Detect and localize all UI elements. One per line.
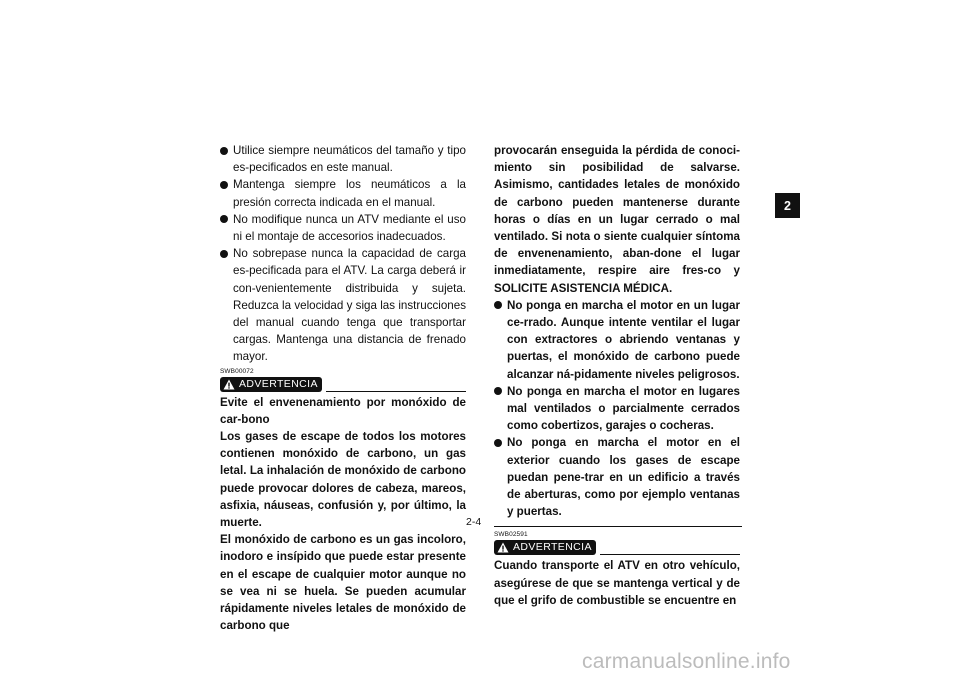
warning-badge [494,540,596,555]
list-item: No ponga en marcha el motor en el exterior cuando los gases de escape puedan pene-trar en un edificio a través de aberturas, como por ejemplo ventanas y puertas. [494,434,740,520]
warning-triangle-icon [223,379,235,390]
list-item: No modifique nunca un ATV mediante el uso ni el montaje de accesorios inadecuados. [220,211,466,245]
bullet-icon [220,215,228,223]
warning-header [220,377,466,392]
warning-body-continued: provocarán enseguida la pérdida de conoci-miento sin posibilidad de salvarse. Asimismo, cantidades letales de monóxido de carbono pueden mantenerse durante horas o días en un lugar cerrado o mal ventilado. Si nota o siente cualquier síntoma de envenenamiento, aban-done el lugar inmediatamente, respire aire fres-co y SOLICITE ASISTENCIA MÉDICA. [494,144,740,295]
list-item: No sobrepase nunca la capacidad de carga es-pecificada para el ATV. La carga deberá ir con-venientemente distribuida y sujeta. Reduzca la velocidad y siga las instrucciones del manual cuando tenga que transportar cargas. Mantenga una distancia de frenado mayor. [220,245,466,365]
page-number: 2-4 [466,516,482,528]
warning-body: Cuando transporte el ATV en otro vehículo, asegúrese de que se mantenga vertical y de que el grifo de combustible se encuentre en [494,559,740,607]
warning-code: SWB02591 [494,531,528,539]
warning-badge [220,377,322,392]
warning-header-rule [600,554,740,555]
bullet-icon [220,250,228,258]
warning-title: Evite el envenenamiento por monóxido de car-bono [220,395,466,426]
list-item: Mantenga siempre los neumáticos a la presión correcta indicada en el manual. [220,176,466,210]
warning-label: ADVERTENCIA [239,377,318,390]
bullet-icon [494,387,502,395]
warning-code: SWB00072 [220,367,254,375]
bullet-icon [494,301,502,309]
right-column [494,142,740,609]
warning-label: ADVERTENCIA [513,541,592,554]
list-item: No ponga en marcha el motor en lugares mal ventilados o parcialmente cerrados como cobertizos, garajes o cocheras. [494,383,740,435]
warning-body: Los gases de escape de todos los motores contienen monóxido de carbono, un gas letal. La inhalación de monóxido de carbono puede provocar dolores de cabeza, mareos, asfixia, náuseas, confusión y, por último, la muerte. [220,430,466,530]
warning-header [494,540,740,555]
warning-header-rule [326,391,466,392]
warning-body: El monóxido de carbono es un gas incoloro, inodoro e insípido que puede estar presente en el escape de cualquier motor aunque no se vea ni se huela. Se pueden acumular rápidamente niveles letales de monóxido de carbono que [220,533,466,633]
bullet-icon [494,439,502,447]
bullet-icon [220,147,228,155]
left-column [220,142,466,634]
warning-triangle-icon [497,542,509,553]
list-item: Utilice siempre neumáticos del tamaño y tipo es-pecificados en este manual. [220,142,466,176]
bullet-icon [220,181,228,189]
section-tab: 2 [775,193,800,218]
list-item: No ponga en marcha el motor en un lugar ce-rrado. Aunque intente ventilar el lugar con extractores o abriendo ventanas y puertas, el monóxido de carbono puede alcanzar ná-pidamente niveles peligrosos. [494,297,740,383]
watermark: carmanualsonline.info [582,650,791,673]
